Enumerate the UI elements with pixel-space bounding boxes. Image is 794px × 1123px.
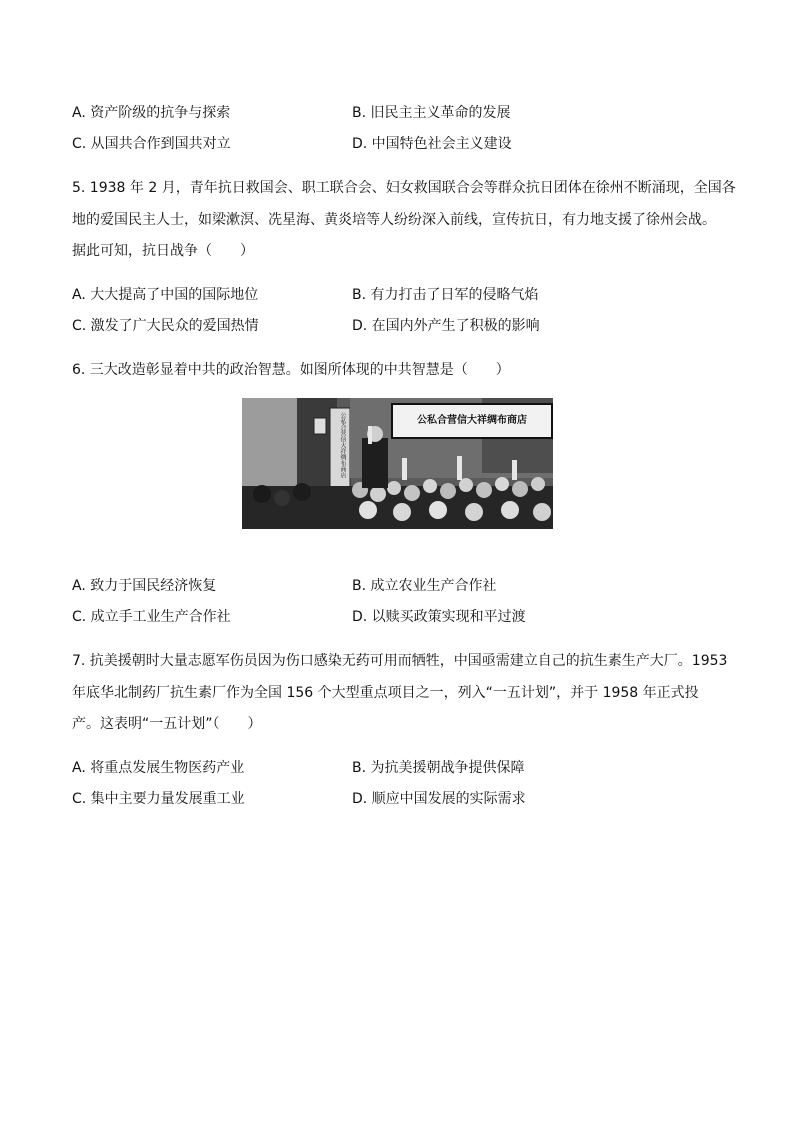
q5-option-c: C. 激发了广大民众的爱国热情 bbox=[72, 318, 259, 334]
q6-options-row-1 bbox=[72, 576, 712, 596]
q7-option-b: B. 为抗美援朝战争提供保障 bbox=[352, 760, 525, 776]
q4-options-row-2 bbox=[72, 134, 712, 154]
q6-option-d: D. 以赎买政策实现和平过渡 bbox=[352, 609, 526, 625]
q5-options-row-2 bbox=[72, 316, 712, 336]
q5-stem-line-3: 据此可知，抗日战争（ ） bbox=[72, 243, 254, 259]
q7-option-c: C. 集中主要力量发展重工业 bbox=[72, 791, 245, 807]
q5-option-d: D. 在国内外产生了积极的影响 bbox=[352, 318, 540, 334]
q6-option-a: A. 致力于国民经济恢复 bbox=[72, 578, 217, 594]
photo-sign-text: 公私合营信大祥绸布商店 bbox=[417, 415, 527, 426]
q7-option-d: D. 顺应中国发展的实际需求 bbox=[352, 791, 526, 807]
q5-option-a: A. 大大提高了中国的国际地位 bbox=[72, 287, 259, 303]
q7-stem-line-3: 产。这表明“一五计划”（ ） bbox=[72, 716, 262, 732]
q4-option-b: B. 旧民主主义革命的发展 bbox=[352, 105, 511, 121]
q7-options-row-1 bbox=[72, 758, 712, 778]
q7-options-row-2 bbox=[72, 789, 712, 809]
q5-options-row-1 bbox=[72, 285, 712, 305]
q7-stem-line-1: 7. 抗美援朝时大量志愿军伤员因为伤口感染无药可用而牺牲，中国亟需建立自己的抗生素生产大厂。1953 bbox=[72, 653, 728, 669]
historical-photo bbox=[242, 398, 553, 529]
q7-stem-line-2: 年底华北制药厂抗生素厂作为全国 156 个大型重点项目之一，列入“一五计划”，并于 1958 年正式投 bbox=[72, 685, 699, 701]
q6-options-row-2 bbox=[72, 607, 712, 627]
q4-option-d: D. 中国特色社会主义建设 bbox=[352, 136, 512, 152]
q4-options-row-1 bbox=[72, 103, 712, 123]
q7-option-a: A. 将重点发展生物医药产业 bbox=[72, 760, 245, 776]
q5-stem-line-1: 5. 1938 年 2 月，青年抗日救国会、职工联合会、妇女救国联合会等群众抗日团体在徐州不断涌现，全国各 bbox=[72, 180, 736, 196]
q6-option-b: B. 成立农业生产合作社 bbox=[352, 578, 497, 594]
q4-option-c: C. 从国共合作到国共对立 bbox=[72, 136, 231, 152]
q5-stem-line-2: 地的爱国民主人士，如梁漱溟、冼星海、黄炎培等人纷纷深入前线，宣传抗日，有力地支援了徐州会战。 bbox=[72, 212, 716, 228]
q6-option-c: C. 成立手工业生产合作社 bbox=[72, 609, 231, 625]
photo-vertical-sign-text: 公私合营信大祥绸布商店 bbox=[339, 412, 346, 478]
q6-stem-line-1: 6. 三大改造彰显着中共的政治智慧。如图所体现的中共智慧是（ ） bbox=[72, 362, 510, 378]
q4-option-a: A. 资产阶级的抗争与探索 bbox=[72, 105, 231, 121]
q5-option-b: B. 有力打击了日军的侵略气焰 bbox=[352, 287, 539, 303]
